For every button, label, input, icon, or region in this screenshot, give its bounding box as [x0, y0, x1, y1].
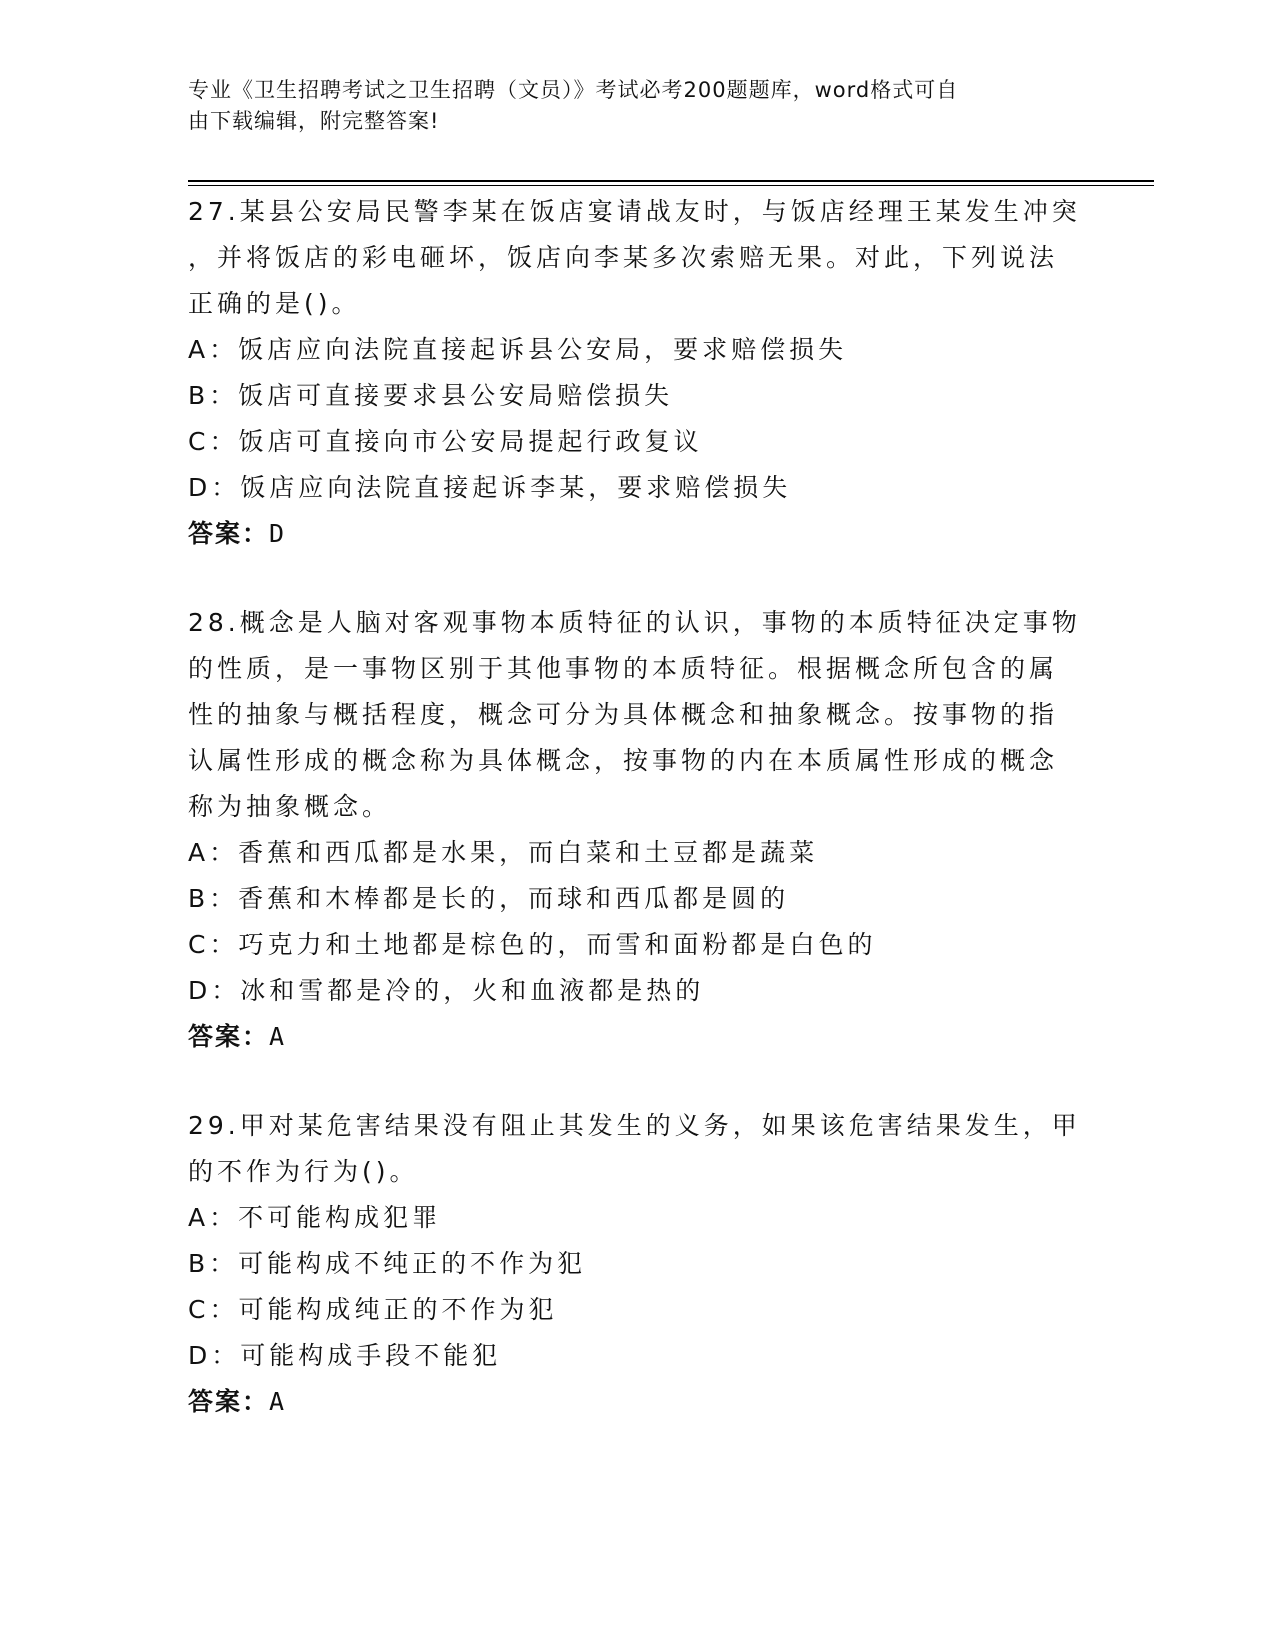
option-c: C：可能构成纯正的不作为犯 [188, 1295, 558, 1324]
answer-line [188, 511, 1088, 557]
header-divider-thin [188, 185, 1154, 186]
header-divider-thick [188, 180, 1154, 182]
answer-label: 答案： [188, 1022, 270, 1051]
header-line-2: 由下载编辑，附完整答案! [188, 109, 440, 133]
answer-line [188, 1379, 1088, 1425]
question-stem-line: 的不作为行为()。 [188, 1157, 419, 1186]
option-d: D：冰和雪都是冷的，火和血液都是热的 [188, 976, 705, 1005]
question-stem-line: 性的抽象与概括程度，概念可分为具体概念和抽象概念。按事物的指 [188, 700, 1059, 729]
option-b: B：香蕉和木棒都是长的，而球和西瓜都是圆的 [188, 884, 790, 913]
question-stem-line: 的性质，是一事物区别于其他事物的本质特征。根据概念所包含的属 [188, 654, 1059, 683]
answer-label: 答案： [188, 1387, 270, 1416]
option-c: C：巧克力和土地都是棕色的，而雪和面粉都是白色的 [188, 930, 877, 959]
option-b: B：可能构成不纯正的不作为犯 [188, 1249, 587, 1278]
option-d: D：可能构成手段不能犯 [188, 1341, 502, 1370]
document-header [188, 75, 1068, 137]
option-a: A：香蕉和西瓜都是水果，而白菜和土豆都是蔬菜 [188, 838, 819, 867]
question-stem-line: ，并将饭店的彩电砸坏，饭店向李某多次索赔无果。对此，下列说法 [188, 243, 1059, 272]
question-stem-line: 28.概念是人脑对客观事物本质特征的认识，事物的本质特征决定事物 [188, 608, 1081, 637]
answer-value: A [269, 1387, 287, 1416]
option-c: C：饭店可直接向市公安局提起行政复议 [188, 427, 703, 456]
answer-label: 答案： [188, 519, 270, 548]
answer-value: A [269, 1022, 287, 1051]
answer-line [188, 1014, 1088, 1060]
option-b: B：饭店可直接要求县公安局赔偿损失 [188, 381, 674, 410]
option-d: D：饭店应向法院直接起诉李某，要求赔偿损失 [188, 473, 792, 502]
option-a: A：饭店应向法院直接起诉县公安局，要求赔偿损失 [188, 335, 848, 364]
question-28 [188, 600, 1088, 1060]
header-line-1: 专业《卫生招聘考试之卫生招聘（文员）》考试必考200题题库，word格式可自 [188, 78, 959, 102]
question-stem-line: 正确的是()。 [188, 289, 361, 318]
question-stem-line: 认属性形成的概念称为具体概念，按事物的内在本质属性形成的概念 [188, 746, 1059, 775]
question-stem-line: 称为抽象概念。 [188, 792, 392, 821]
question-stem-line: 27.某县公安局民警李某在饭店宴请战友时，与饭店经理王某发生冲突 [188, 197, 1081, 226]
answer-value: D [269, 519, 287, 548]
question-27 [188, 189, 1088, 557]
question-29 [188, 1103, 1088, 1425]
question-stem-line: 29.甲对某危害结果没有阻止其发生的义务，如果该危害结果发生，甲 [188, 1111, 1081, 1140]
option-a: A：不可能构成犯罪 [188, 1203, 442, 1232]
